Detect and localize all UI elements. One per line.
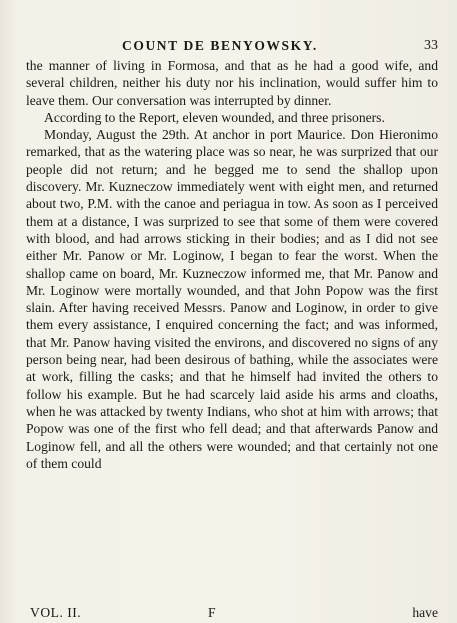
page-footer bbox=[26, 605, 438, 621]
running-head: COUNT DE BENYOWSKY. bbox=[122, 38, 318, 53]
body-text bbox=[26, 57, 438, 472]
paragraph-report: According to the Report, eleven wounded, and three prisoners. bbox=[44, 109, 385, 125]
catchword: have bbox=[412, 605, 438, 620]
paragraph-continuation: the manner of living in Formosa, and that as he had a good wife, and several children, neither his duty nor his inclination, would suffer him to leave them. Our conversation was interrupted by dinner. bbox=[26, 58, 438, 108]
page-number: 33 bbox=[424, 38, 438, 53]
signature-mark: F bbox=[208, 605, 216, 620]
volume-label: VOL. II. bbox=[30, 605, 82, 620]
page-header bbox=[26, 38, 438, 54]
paragraph-journal-entry: Monday, August the 29th. At anchor in port Maurice. Don Hieronimo remarked, that as the watering place was so near, he was surprized that our people did not return; and he begged me to send the shallop upon discovery. Mr. Kuzneczow immediately went with eight men, and returned about two, P.M. with the canoe and periagua in tow. As soon as I perceived them at a distance, I was surprized to see that some of them were covered with blood, and had arrows sticking in their bodies; and as I did not see either Mr. Panow or Mr. Loginow, I began to fear the worst. When the shallop came on board, Mr. Kuzneczow informed me, that Mr. Panow and Mr. Loginow were mortally wounded, and that John Popow was the first slain. After having received Messrs. Panow and Loginow, in order to give them every assistance, I enquired concerning the fact; and was informed, that Mr. Panow having visited the environs, and discovered no signs of any person being near, had been desirous of bathing, while the associates were at work, filling the casks; and that he himself had invited the others to follow his example. But he had scarcely laid aside his arms and cloaths, when he was attacked by twenty Indians, who shot at him with arrows; that Popow was one of the first who fell dead; and that afterwards Panow and Loginow fell, and all the others were wounded; and that certainly not one of them could bbox=[26, 127, 438, 471]
